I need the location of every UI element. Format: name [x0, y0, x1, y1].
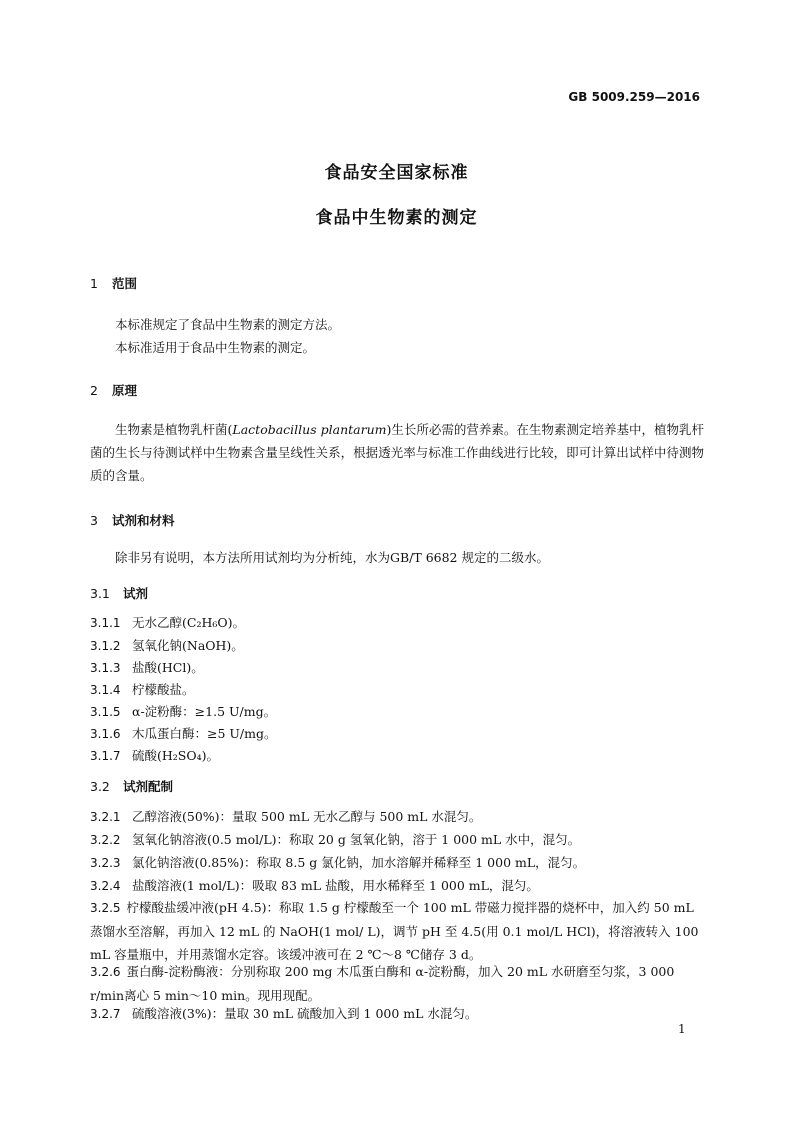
- item-text: 柠檬酸盐缓冲液(pH 4.5)：称取 1.5 g 柠檬酸至一个 100 mL 带磁力搅拌器的烧杯中，加入约 50 mL蒸馏水至溶解，再加入 12 mL 的 NaOH(1 mol/ L)，调节 pH 至 4.5(用 0.1 mol/L HCl)，将溶液转入 100 mL 容量瓶中，并用蒸馏水定容。该缓冲液可在 2 ℃～8 ℃储存 3 d。: [90, 900, 699, 962]
- paragraph-text: 生物素是植物乳杆菌(: [115, 422, 233, 437]
- list-item: [90, 828, 704, 852]
- item-number: 3.2.4: [90, 879, 121, 893]
- item-number: 3.1.3: [90, 661, 121, 675]
- section-3-2-heading: [90, 777, 173, 795]
- list-item: [90, 805, 704, 829]
- section-3-1-heading: [90, 584, 148, 602]
- item-number: 3.2.3: [90, 856, 121, 870]
- item-text: 硫酸溶液(3%)：量取 30 mL 硫酸加入到 1 000 mL 水混匀。: [132, 1006, 478, 1021]
- paragraph-text: )生长所必需的营养素。在生物素测定培养基中，植物乳杆菌的生长与待测试样中生物素含量呈线性关系，根据透光率与标准工作曲线进行比较，即可计算出试样中待测物质的含量。: [90, 422, 704, 483]
- section-number: 3.1: [90, 586, 110, 601]
- section-number: 1: [90, 276, 98, 291]
- species-name: Lactobacillus plantarum: [232, 422, 387, 437]
- section-2-body: [90, 418, 704, 487]
- list-item: [90, 678, 704, 702]
- item-number: 3.2.6: [90, 965, 121, 979]
- section-number: 3.2: [90, 779, 110, 794]
- section-title: 原理: [112, 383, 138, 398]
- item-text: 柠檬酸盐。: [132, 682, 195, 697]
- item-number: 3.2.1: [90, 810, 121, 824]
- item-number: 3.1.6: [90, 727, 121, 741]
- item-number: 3.1.7: [90, 749, 121, 763]
- section-number: 3: [90, 513, 98, 528]
- section-title: 范围: [112, 276, 138, 291]
- paragraph: 除非另有说明，本方法所用试剂均为分析纯，水为GB/T 6682 规定的二级水。: [115, 550, 549, 565]
- list-item: [90, 700, 704, 724]
- item-number: 3.1.1: [90, 616, 121, 630]
- paragraph: 本标准适用于食品中生物素的测定。: [115, 340, 316, 355]
- page-number: 1: [678, 1022, 686, 1036]
- item-text: 盐酸(HCl)。: [132, 660, 204, 675]
- item-number: 3.2.7: [90, 1007, 121, 1021]
- list-item: [90, 874, 704, 898]
- section-title: 试剂和材料: [112, 513, 175, 528]
- item-text: α-淀粉酶：≥1.5 U/mg。: [132, 704, 277, 719]
- list-item: [90, 851, 704, 875]
- section-3-heading: [90, 511, 175, 529]
- section-2-heading: [90, 381, 137, 399]
- section-1-body: [90, 313, 704, 359]
- section-title: 试剂: [123, 586, 149, 601]
- item-text: 木瓜蛋白酶：≥5 U/mg。: [132, 726, 277, 741]
- item-text: 乙醇溶液(50%)：量取 500 mL 无水乙醇与 500 mL 水混匀。: [132, 809, 482, 824]
- section-number: 2: [90, 383, 98, 398]
- item-text: 氢氧化钠(NaOH)。: [132, 638, 244, 653]
- standard-code: GB 5009.259—2016: [568, 90, 700, 104]
- list-item: [90, 1002, 704, 1026]
- paragraph: 本标准规定了食品中生物素的测定方法。: [115, 317, 341, 332]
- list-item: [90, 960, 704, 1007]
- document-title: 食品安全国家标准: [324, 163, 469, 183]
- item-text: 盐酸溶液(1 mol/L)：吸取 83 mL 盐酸，用水稀释至 1 000 mL，混匀。: [132, 878, 539, 893]
- section-title: 试剂配制: [123, 779, 174, 794]
- list-item: [90, 744, 704, 768]
- section-1-heading: [90, 274, 137, 292]
- list-item: [90, 611, 704, 635]
- document-subtitle: 食品中生物素的测定: [315, 208, 478, 228]
- item-number: 3.2.5: [90, 901, 121, 915]
- item-text: 无水乙醇(C₂H₆O)。: [132, 615, 245, 630]
- item-number: 3.1.5: [90, 705, 121, 719]
- item-text: 蛋白酶-淀粉酶液：分别称取 200 mg 木瓜蛋白酶和 α-淀粉酶，加入 20 mL 水研磨至匀浆，3 000 r/min离心 5 min～10 min。现用现配。: [90, 964, 675, 1003]
- list-item: [90, 722, 704, 746]
- item-text: 硫酸(H₂SO₄)。: [132, 748, 219, 763]
- item-number: 3.1.4: [90, 683, 121, 697]
- list-item: [90, 896, 704, 966]
- item-number: 3.1.2: [90, 639, 121, 653]
- item-text: 氢氧化钠溶液(0.5 mol/L)：称取 20 g 氢氧化钠，溶于 1 000 mL 水中，混匀。: [132, 832, 581, 847]
- list-item: [90, 634, 704, 658]
- list-item: [90, 656, 704, 680]
- section-3-intro: [90, 546, 704, 569]
- item-text: 氯化钠溶液(0.85%)：称取 8.5 g 氯化钠，加水溶解并稀释至 1 000 mL，混匀。: [132, 855, 586, 870]
- item-number: 3.2.2: [90, 833, 121, 847]
